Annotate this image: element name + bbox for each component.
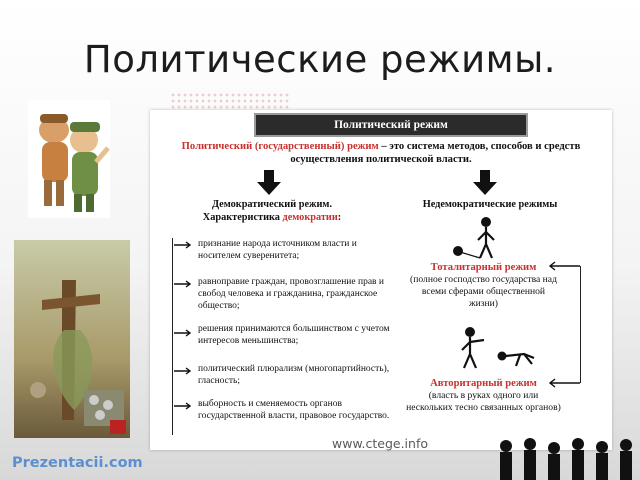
left-arrow-icon <box>546 378 582 388</box>
nondemocracy-bracket-line <box>562 266 581 383</box>
down-arrow-right-icon <box>472 170 498 196</box>
authoritarian-regime <box>396 378 571 414</box>
definition-term: Политический (государственный) режим <box>181 141 379 152</box>
democracy-feature-3: решения принимаются большинством с учетом интересов меньшинства; <box>198 324 390 346</box>
down-arrow-left-icon <box>256 170 282 196</box>
bullet-arrow-icon <box>172 402 194 410</box>
democratic-title-line2: Характеристика демократии: <box>202 212 342 223</box>
slide-title: Политические режимы. <box>83 38 557 81</box>
nondemocratic-column-title: Недемократические режимы <box>422 199 558 210</box>
bullet-arrow-icon <box>172 367 194 375</box>
totalitarian-regime <box>396 262 571 310</box>
democracy-feature-1: признание народа источником власти и носителем суверенитета; <box>198 239 357 261</box>
democracy-feature-2: равноправие граждан, провозглашение прав и свобод человека и гражданина, гражданское общество; <box>198 277 384 311</box>
authoritarian-regime-desc: (власть в руках одного или нескольких тесно связанных органов) <box>406 390 561 413</box>
authoritarian-regime-name: Авторитарный режим <box>430 378 537 389</box>
bullet-arrow-icon <box>172 280 194 288</box>
left-arrow-icon <box>546 261 582 271</box>
panel-header: Политический режим <box>254 113 528 137</box>
surreal-painting-image <box>14 240 130 438</box>
totalitarian-regime-name: Тоталитарный режим <box>430 262 537 273</box>
totalitarian-regime-desc: (полное господство государства над всеми сферами общественной жизни) <box>410 274 557 309</box>
ruler-and-subject-icon <box>450 326 550 372</box>
political-regime-panel <box>150 110 612 450</box>
bullet-arrow-icon <box>172 329 194 337</box>
democracy-feature-5: выборность и сменяемость органов государственной власти, правовое государство. <box>198 399 390 421</box>
people-silhouettes-decoration <box>492 432 640 480</box>
decorative-dots <box>170 92 290 110</box>
cartoon-soldiers-image <box>28 100 110 218</box>
brand-logo-text: Prezentacii.com <box>12 455 143 471</box>
democratic-title-line1: Демократический режим. <box>211 199 333 210</box>
democratic-column-title <box>182 198 362 224</box>
bullet-arrow-icon <box>172 241 194 249</box>
watermark-text: www.ctege.info <box>332 436 429 451</box>
prisoner-figure-icon <box>450 216 510 262</box>
definition-text <box>170 140 592 166</box>
definition-rest: – это система методов, способов и средств осуществления политической власти. <box>290 141 581 165</box>
democracy-feature-4: политический плюрализм (многопартийность), гласность; <box>198 364 390 386</box>
